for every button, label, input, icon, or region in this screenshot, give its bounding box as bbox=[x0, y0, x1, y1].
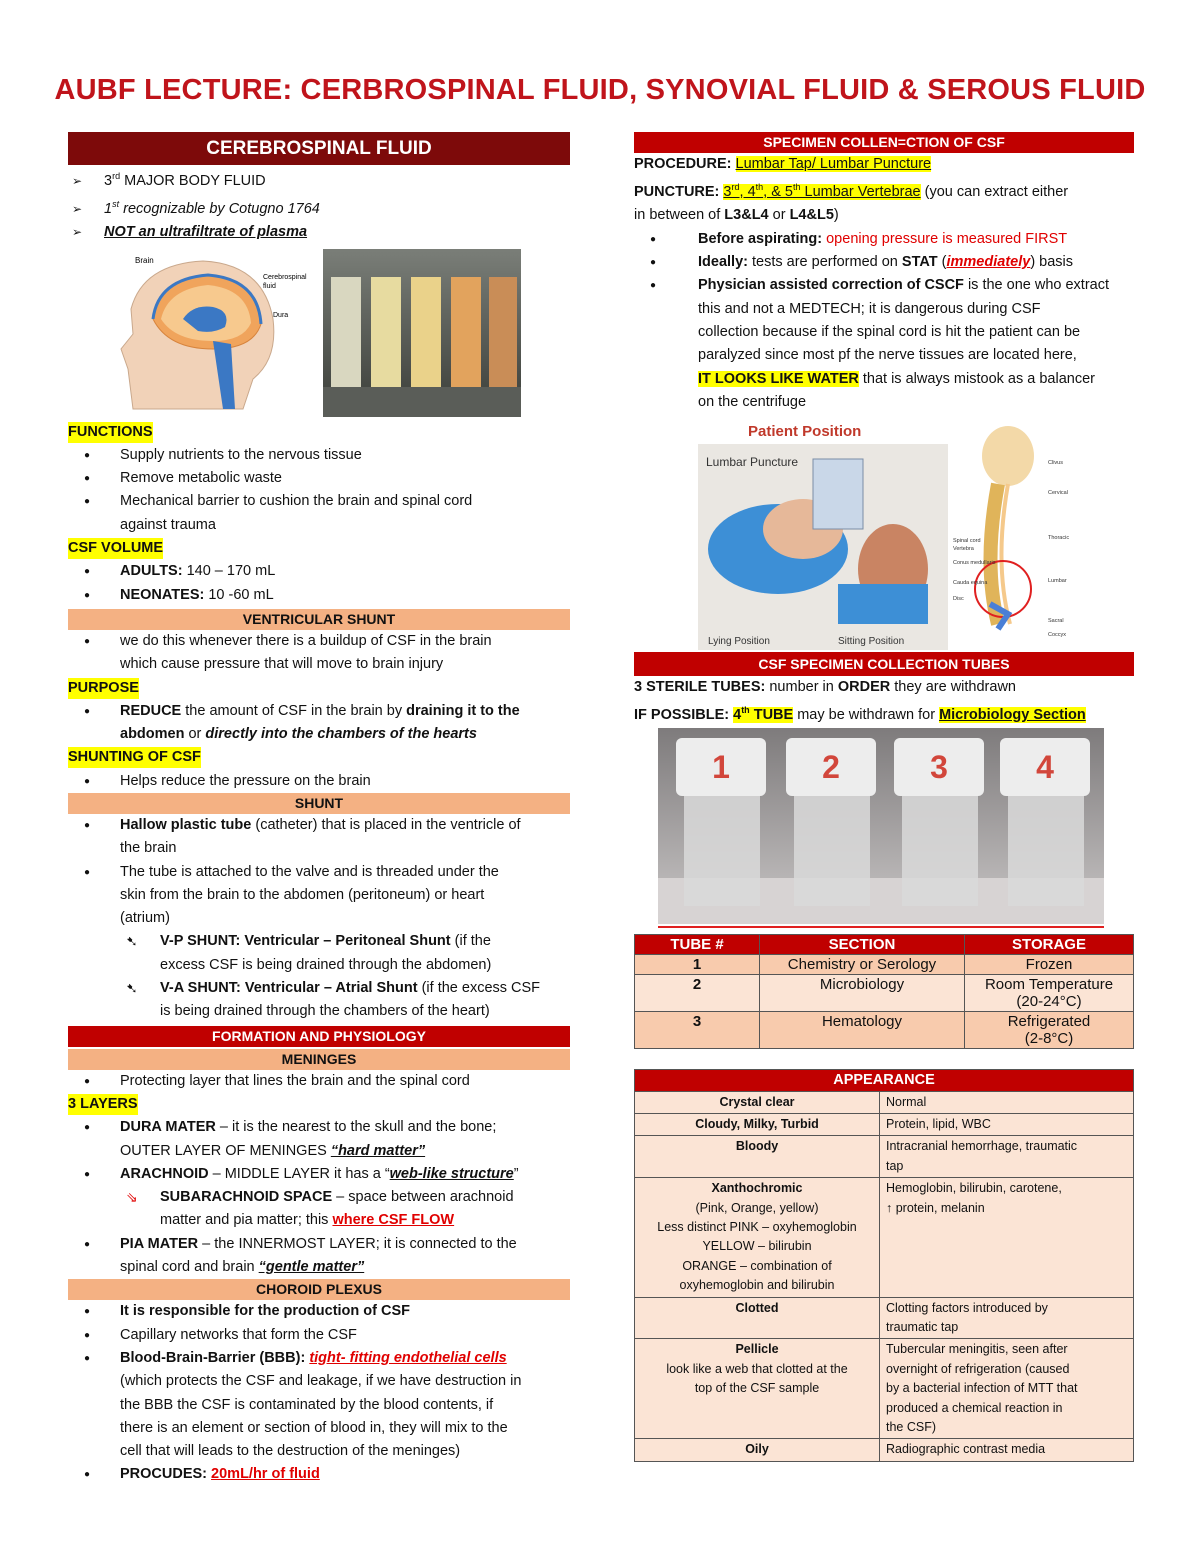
left-column bbox=[68, 132, 570, 1487]
purpose-heading: PURPOSE bbox=[68, 678, 139, 699]
svg-text:Cervical: Cervical bbox=[1048, 490, 1068, 497]
svg-text:2: 2 bbox=[822, 748, 840, 785]
possible-line: IF POSSIBLE: 4th TUBE may be withdrawn for Microbiology Section bbox=[634, 705, 1086, 724]
ventricular-shunt-bar: VENTRICULAR SHUNT bbox=[68, 609, 570, 630]
table-row: 2 Microbiology Room Temperature (20-24°C) bbox=[635, 974, 1134, 1011]
list-item-cont: there is an element or section of blood in, they will mix to the bbox=[120, 1419, 508, 1436]
collection-tubes-bar: CSF SPECIMEN COLLECTION TUBES bbox=[634, 652, 1134, 676]
svg-text:1: 1 bbox=[712, 748, 730, 785]
shunting-heading: SHUNTING OF CSF bbox=[68, 747, 201, 768]
procedure-line: PROCEDURE: Lumbar Tap/ Lumbar Puncture bbox=[634, 156, 932, 172]
label-csf: Cerebrospinal bbox=[263, 273, 307, 281]
csf-color-tubes bbox=[323, 249, 521, 417]
list-item: ● ARACHNOID – MIDDLE LAYER it has a “web-like structure” bbox=[68, 1163, 570, 1186]
list-item: ● REDUCE the amount of CSF in the brain by draining it to the bbox=[68, 700, 570, 723]
sub-item-cont: excess CSF is being drained through the abdomen) bbox=[160, 956, 492, 973]
page-title: AUBF LECTURE: CERBROSPINAL FLUID, SYNOVIAL FLUID & SEROUS FLUID bbox=[54, 74, 1146, 106]
tubes-figure bbox=[658, 728, 1104, 924]
svg-text:Clivus: Clivus bbox=[1048, 460, 1063, 467]
volume-heading: CSF VOLUME bbox=[68, 538, 163, 559]
list-item: ● PIA MATER – the INNERMOST LAYER; it is connected to the bbox=[68, 1233, 570, 1256]
table-row: 3 Hematology Refrigerated (2-8°C) bbox=[635, 1011, 1134, 1048]
list-item-cont: abdomen or directly into the chambers of the hearts bbox=[120, 726, 477, 743]
choroid-plexus-bar: CHOROID PLEXUS bbox=[68, 1279, 570, 1300]
svg-text:Spinal cord: Spinal cord bbox=[953, 538, 981, 545]
list-item: ● ADULTS: 140 – 170 mL bbox=[68, 560, 570, 583]
figure-row bbox=[68, 249, 570, 419]
specimen-collection-bar: SPECIMEN COLLEN=CTION OF CSF bbox=[634, 132, 1134, 153]
right-column bbox=[634, 132, 1134, 1462]
table-row: Pellicle look like a web that clotted at the top of the CSF sample Tubercular meningitis, seen after overnight of refrigeration (caused by a bacterial infection of MTT that produced a chemical reaction in the CSF) bbox=[635, 1339, 1134, 1439]
table-row: Xanthochromic (Pink, Orange, yellow) Less distinct PINK – oxyhemoglobin YELLOW – bilirubin ORANGE – combination of oxyhemoglobin and bilirubin Hemoglobin, bilirubin, carotene, ↑ protein, melanin bbox=[635, 1178, 1134, 1297]
table-header: TUBE # bbox=[635, 934, 760, 954]
meninges-bar: MENINGES bbox=[68, 1049, 570, 1070]
list-item: ● we do this whenever there is a buildup of CSF in the brain bbox=[68, 630, 570, 653]
list-item: ● Before aspirating: opening pressure is measured FIRST bbox=[634, 228, 1134, 251]
svg-text:4: 4 bbox=[1036, 748, 1054, 785]
label-brain: Brain bbox=[135, 255, 154, 265]
puncture-line: PUNCTURE: 3rd, 4th, & 5th Lumbar Vertebrae (you can extract either bbox=[634, 182, 1069, 201]
list-item: ● Helps reduce the pressure on the brain bbox=[68, 770, 570, 793]
list-item: ● Capillary networks that form the CSF bbox=[68, 1324, 570, 1347]
tube-3 bbox=[894, 738, 984, 906]
list-item: ● The tube is attached to the valve and is threaded under the bbox=[68, 861, 570, 884]
list-item: ● PROCUDES: 20mL/hr of fluid bbox=[68, 1463, 570, 1486]
list-item-cont: this and not a MEDTECH; it is dangerous during CSF bbox=[698, 300, 1041, 317]
layers-heading: 3 LAYERS bbox=[68, 1094, 138, 1115]
tube-1 bbox=[676, 738, 766, 906]
brain-diagram bbox=[113, 249, 313, 417]
appearance-header: APPEARANCE bbox=[635, 1069, 1134, 1091]
sub-item: ➷ V-A SHUNT: Ventricular – Atrial Shunt (if the excess CSF bbox=[68, 977, 570, 1000]
appearance-table bbox=[634, 1069, 1134, 1462]
svg-text:Disc: Disc bbox=[953, 596, 964, 603]
svg-text:Coccyx: Coccyx bbox=[1048, 632, 1067, 639]
list-item-cont: spinal cord and brain “gentle matter” bbox=[120, 1259, 365, 1276]
list-item-cont: paralyzed since most pf the nerve tissues are located here, bbox=[698, 347, 1077, 364]
list-item: ● Physician assisted correction of CSCF is the one who extract bbox=[634, 274, 1134, 297]
brain-csf-figure bbox=[113, 249, 313, 417]
arrow-icon: ➢ bbox=[72, 201, 83, 216]
list-item: ● Hallow plastic tube (catheter) that is placed in the ventricle of bbox=[68, 814, 570, 837]
sub-item-cont: matter and pia matter; this where CSF FLOW bbox=[160, 1212, 455, 1229]
tube-storage-table bbox=[634, 934, 1134, 1049]
list-item-cont: the brain bbox=[120, 840, 177, 857]
sterile-line: 3 STERILE TUBES: number in ORDER they are withdrawn bbox=[634, 679, 1016, 696]
svg-text:Thoracic: Thoracic bbox=[1048, 535, 1070, 542]
sitting-position-label: Sitting Position bbox=[838, 636, 905, 648]
label-fluid: fluid bbox=[263, 282, 276, 290]
list-item-cont: on the centrifuge bbox=[698, 393, 807, 410]
list-item-cont: skin from the brain to the abdomen (peritoneum) or heart bbox=[120, 886, 485, 903]
arrow-icon: ➢ bbox=[72, 225, 83, 240]
sub-item: ⇘ SUBARACHNOID SPACE – space between arachnoid bbox=[68, 1186, 570, 1209]
svg-text:Lumbar: Lumbar bbox=[1048, 578, 1067, 585]
lumbar-puncture-label: Lumbar Puncture bbox=[706, 455, 799, 470]
list-item: ● Mechanical barrier to cushion the brain and spinal cord bbox=[68, 490, 570, 513]
list-item-cont: collection because if the spinal cord is hit the patient can be bbox=[698, 323, 1081, 340]
tube-4 bbox=[1000, 738, 1090, 906]
lying-position-label: Lying Position bbox=[708, 636, 770, 648]
table-row: Clotted Clotting factors introduced by traumatic tap bbox=[635, 1297, 1134, 1339]
spine-labels bbox=[953, 460, 1069, 638]
table-header: SECTION bbox=[760, 934, 965, 954]
label-dura: Dura bbox=[273, 311, 289, 319]
list-item: ● It is responsible for the production of CSF bbox=[68, 1300, 570, 1323]
table-row: Crystal clear Normal bbox=[635, 1091, 1134, 1113]
svg-text:3: 3 bbox=[930, 748, 948, 785]
patient-position-label: Patient Position bbox=[748, 423, 862, 441]
list-item-cont: IT LOOKS LIKE WATER that is always mistook as a balancer bbox=[698, 370, 1095, 387]
list-item: ● DURA MATER – it is the nearest to the skull and the bone; bbox=[68, 1116, 570, 1139]
list-item: ● Ideally: tests are performed on STAT (immediately) basis bbox=[634, 251, 1134, 274]
list-item-cont: which cause pressure that will move to brain injury bbox=[120, 656, 444, 673]
divider bbox=[658, 926, 1104, 928]
functions-heading: FUNCTIONS bbox=[68, 422, 153, 443]
intro-item: ➢ 1st recognizable by Cotugno 1764 bbox=[68, 193, 570, 221]
numbered-tubes-photo bbox=[658, 728, 1104, 924]
svg-text:Vertebra: Vertebra bbox=[953, 546, 974, 553]
csf-header: CEREBROSPINAL FLUID bbox=[68, 132, 570, 165]
intro-item: ➢ 3rd MAJOR BODY FLUID bbox=[68, 165, 570, 193]
pointer-icon: ➷ bbox=[126, 933, 138, 950]
pointer-icon: ⇘ bbox=[126, 1189, 138, 1206]
svg-text:Conus medullaris: Conus medullaris bbox=[953, 560, 996, 567]
list-item-cont: OUTER LAYER OF MENINGES “hard matter” bbox=[120, 1142, 426, 1159]
csf-tubes-photo bbox=[323, 249, 521, 417]
list-item: ● Remove metabolic waste bbox=[68, 467, 570, 490]
sub-item: ➷ V-P SHUNT: Ventricular – Peritoneal Shunt (if the bbox=[68, 930, 570, 953]
list-item-cont: against trauma bbox=[120, 516, 216, 533]
list-item: ● Supply nutrients to the nervous tissue bbox=[68, 444, 570, 467]
list-item: ● Blood-Brain-Barrier (BBB): tight- fitting endothelial cells bbox=[68, 1347, 570, 1370]
table-header: STORAGE bbox=[965, 934, 1134, 954]
patient-position-figure bbox=[698, 414, 1098, 650]
table-row: Bloody Intracranial hemorrhage, traumatic tap bbox=[635, 1136, 1134, 1178]
pointer-icon: ➷ bbox=[126, 980, 138, 997]
intro-item: ➢ NOT an ultrafiltrate of plasma bbox=[68, 221, 570, 244]
svg-text:Cauda equina: Cauda equina bbox=[953, 580, 988, 587]
list-item: ● NEONATES: 10 -60 mL bbox=[68, 584, 570, 607]
table-row: Oily Radiographic contrast media bbox=[635, 1439, 1134, 1461]
arrow-icon: ➢ bbox=[72, 173, 83, 188]
list-item-cont: the BBB the CSF is contaminated by the blood contents, if bbox=[120, 1396, 494, 1413]
list-item: ● Protecting layer that lines the brain and the spinal cord bbox=[68, 1070, 570, 1093]
lumbar-puncture-diagram bbox=[698, 414, 1098, 650]
list-item-cont: cell that will leads to the destruction of the meninges) bbox=[120, 1443, 461, 1460]
shunt-bar: SHUNT bbox=[68, 793, 570, 814]
sub-item-cont: is being drained through the chambers of the heart) bbox=[160, 1003, 490, 1020]
puncture-line-2: in between of L3&L4 or L4&L5) bbox=[634, 207, 839, 224]
list-item-cont: (atrium) bbox=[120, 910, 170, 927]
table-row: Cloudy, Milky, Turbid Protein, lipid, WBC bbox=[635, 1113, 1134, 1135]
table-row: 1 Chemistry or Serology Frozen bbox=[635, 954, 1134, 974]
svg-text:Sacral: Sacral bbox=[1048, 618, 1064, 625]
tube-2 bbox=[786, 738, 876, 906]
list-item-cont: (which protects the CSF and leakage, if we have destruction in bbox=[120, 1373, 522, 1390]
formation-bar: FORMATION AND PHYSIOLOGY bbox=[68, 1026, 570, 1047]
